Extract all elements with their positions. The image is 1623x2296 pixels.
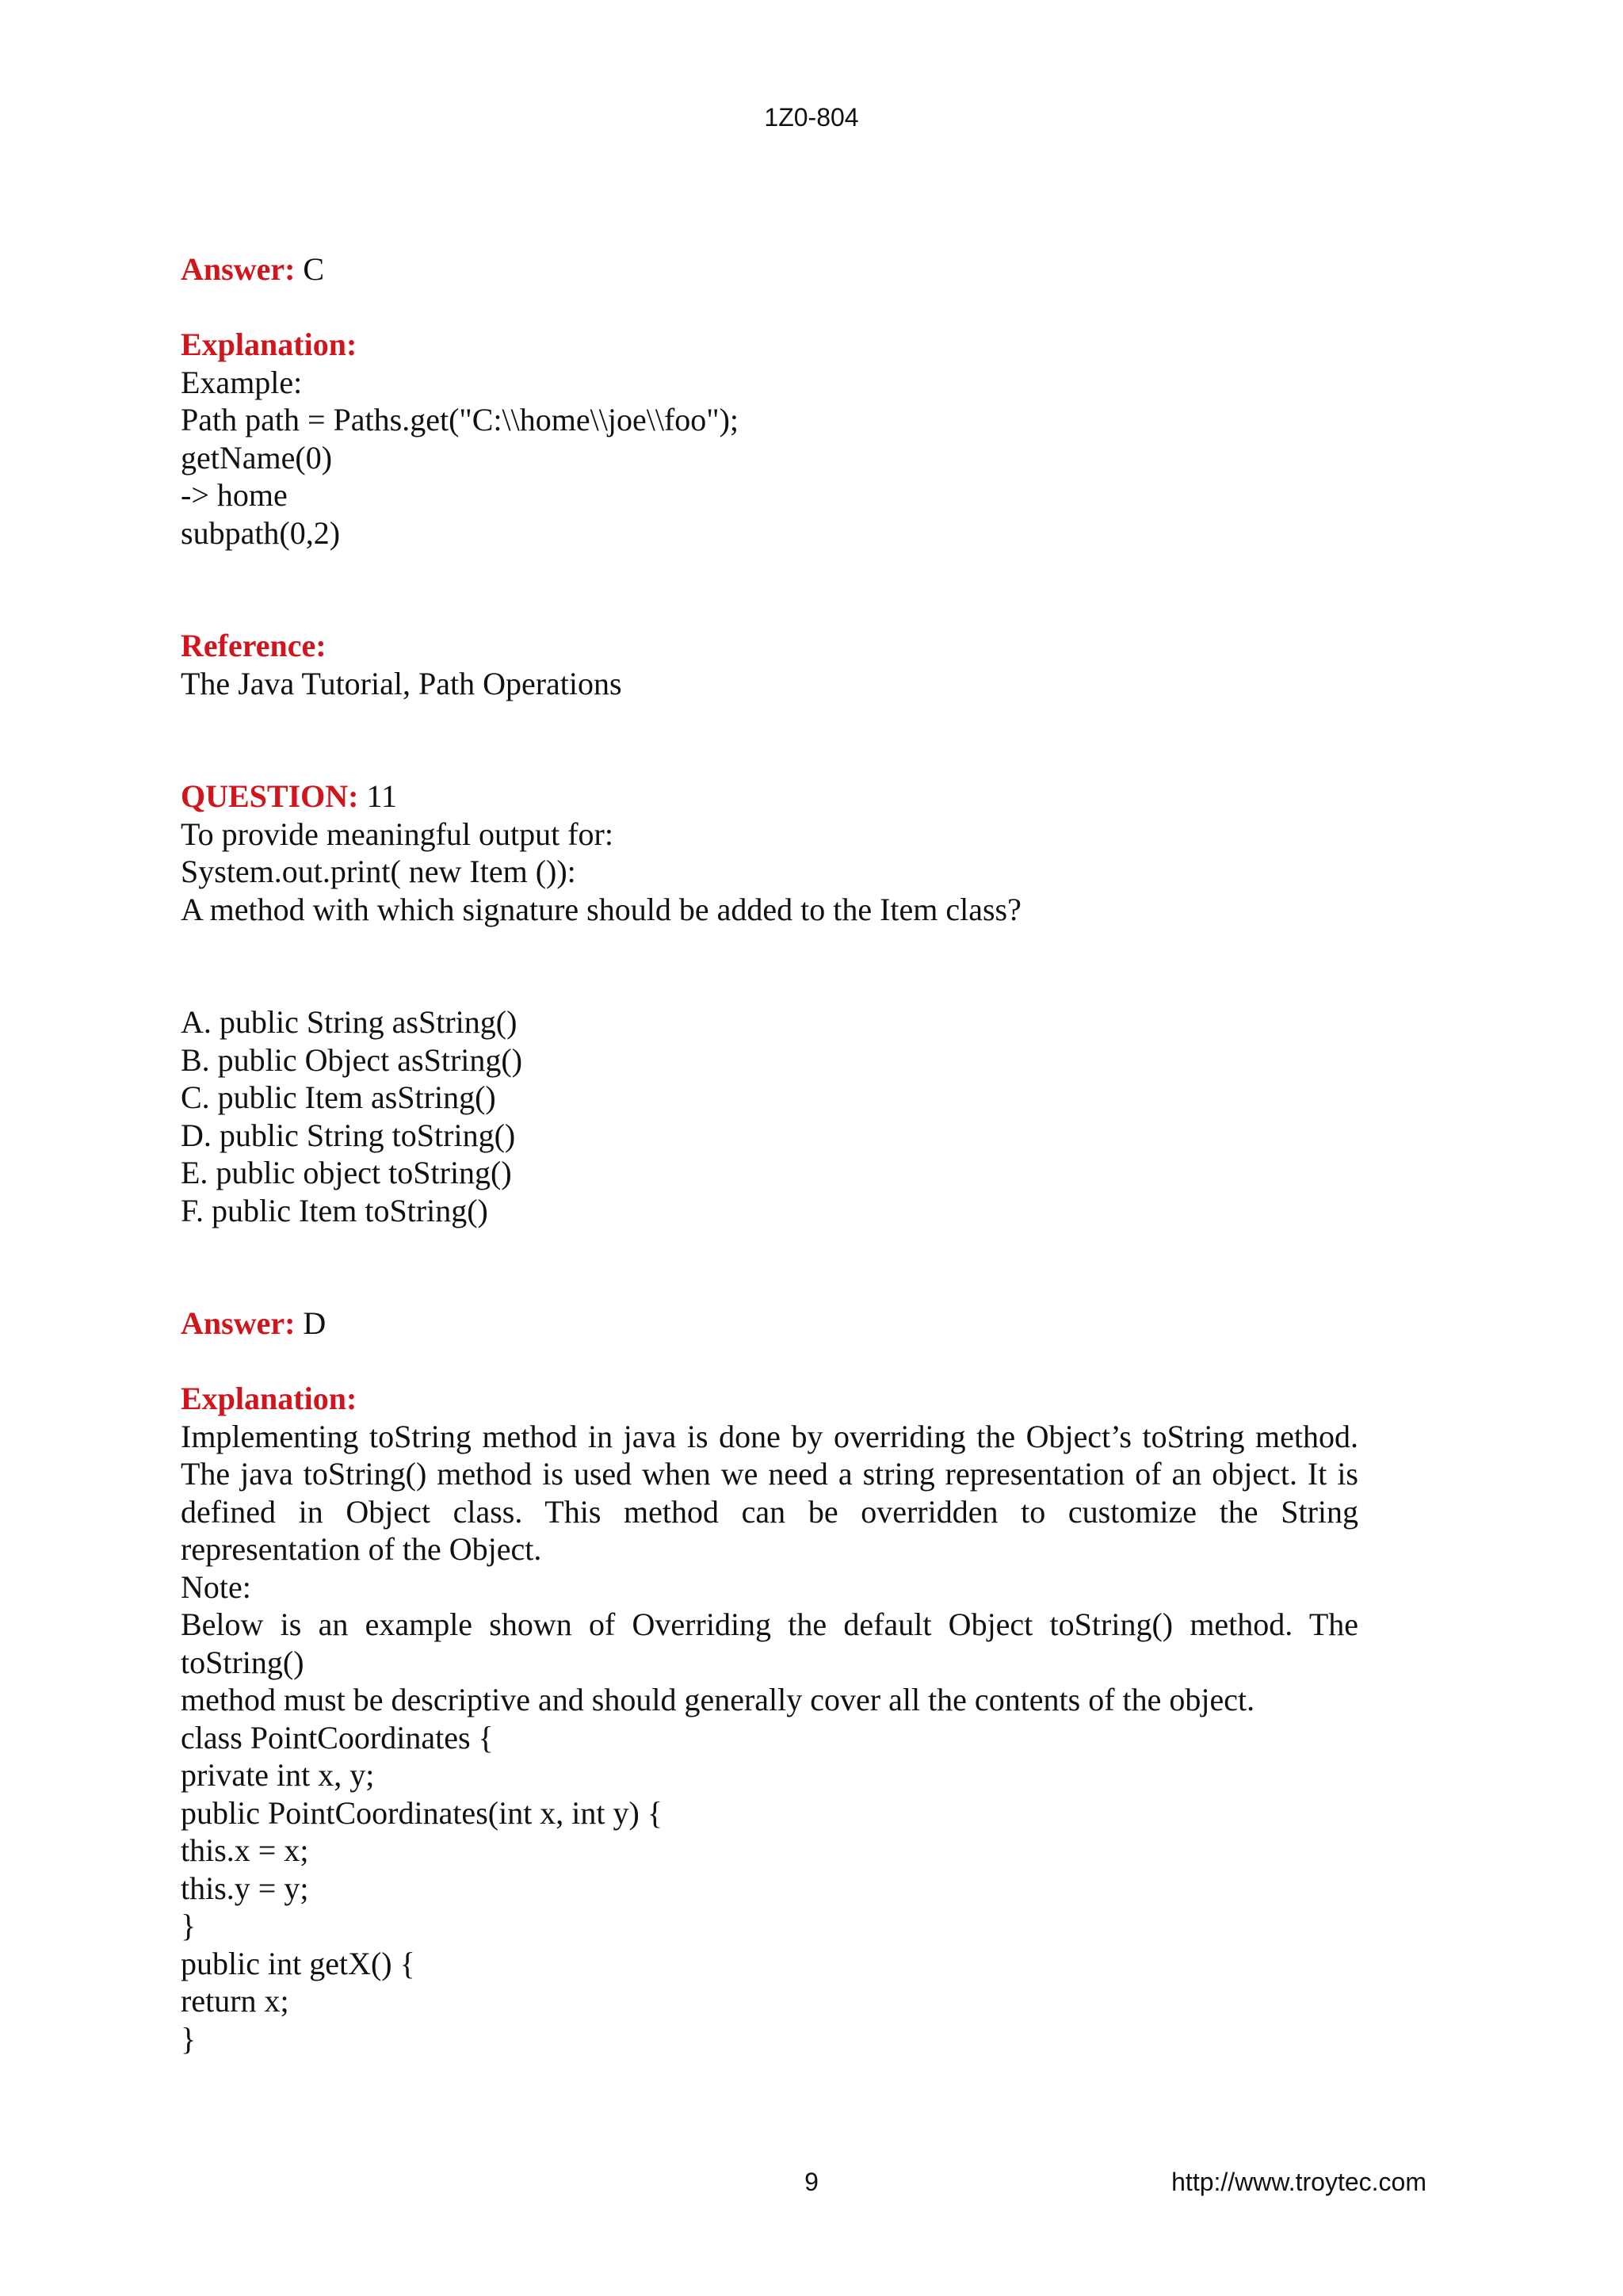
code-line: class PointCoordinates { (181, 1719, 494, 1755)
answer-line (181, 250, 1358, 288)
code-line: this.x = x; (181, 1832, 309, 1868)
option-e: E. public object toString() (181, 1155, 512, 1190)
option-c: C. public Item asString() (181, 1079, 496, 1115)
question-line: System.out.print( new Item ()): (181, 854, 576, 889)
footer-url-link[interactable]: http://www.troytec.com (1171, 2168, 1426, 2196)
question-number: 11 (358, 778, 398, 814)
code-line: } (181, 1908, 197, 1943)
option-f: F. public Item toString() (181, 1192, 488, 1228)
page-header: 1Z0-804 (764, 103, 859, 132)
reference-text: The Java Tutorial, Path Operations (181, 665, 622, 701)
code-line: return x; (181, 1983, 289, 2019)
explanation-label: Explanation: (181, 327, 357, 362)
explanation-paragraph: Implementing toString method in java is done by overriding the Object’s toString method. The java toString() method is used when we need a string representation of an object. It is defined in Object class. This method can be overridden to customize the String representation of the Object. (181, 1418, 1358, 1567)
explanation-label: Explanation: (181, 1381, 357, 1416)
explanation-line: subpath(0,2) (181, 514, 341, 551)
question-heading (181, 777, 1358, 816)
option-a: A. public String asString() (181, 1004, 517, 1040)
code-line: public PointCoordinates(int x, int y) { (181, 1794, 663, 1831)
explanation-paragraph: Below is an example shown of Overriding the default Object toString() method. The (181, 1606, 1358, 1642)
explanation-line: getName(0) (181, 439, 333, 476)
explanation-line: toString() (181, 1644, 304, 1680)
note-label: Note: (181, 1568, 251, 1605)
explanation-line: -> home (181, 477, 288, 513)
question-line: To provide meaningful output for: (181, 816, 613, 852)
answer-value: C (295, 251, 325, 287)
explanation-line: Path path = Paths.get("C:\\home\\joe\\foo"); (181, 402, 739, 437)
question-line: A method with which signature should be added to the Item class? (181, 891, 1022, 927)
answer-line (181, 1305, 1358, 1343)
answer-value: D (295, 1305, 327, 1341)
question-label: QUESTION: (181, 778, 359, 814)
code-line: this.y = y; (181, 1870, 309, 1906)
explanation-line: Example: (181, 364, 303, 400)
page-number: 9 (804, 2168, 819, 2196)
code-line: private int x, y; (181, 1757, 375, 1793)
option-d: D. public String toString() (181, 1117, 516, 1153)
code-line: } (181, 2020, 197, 2057)
option-b: B. public Object asString() (181, 1041, 523, 1078)
code-line: public int getX() { (181, 1945, 415, 1981)
reference-label: Reference: (181, 628, 327, 663)
answer-label: Answer: (181, 251, 296, 287)
explanation-line: method must be descriptive and should generally cover all the contents of the object. (181, 1682, 1255, 1717)
page-content (181, 250, 1358, 2057)
answer-label: Answer: (181, 1305, 296, 1341)
